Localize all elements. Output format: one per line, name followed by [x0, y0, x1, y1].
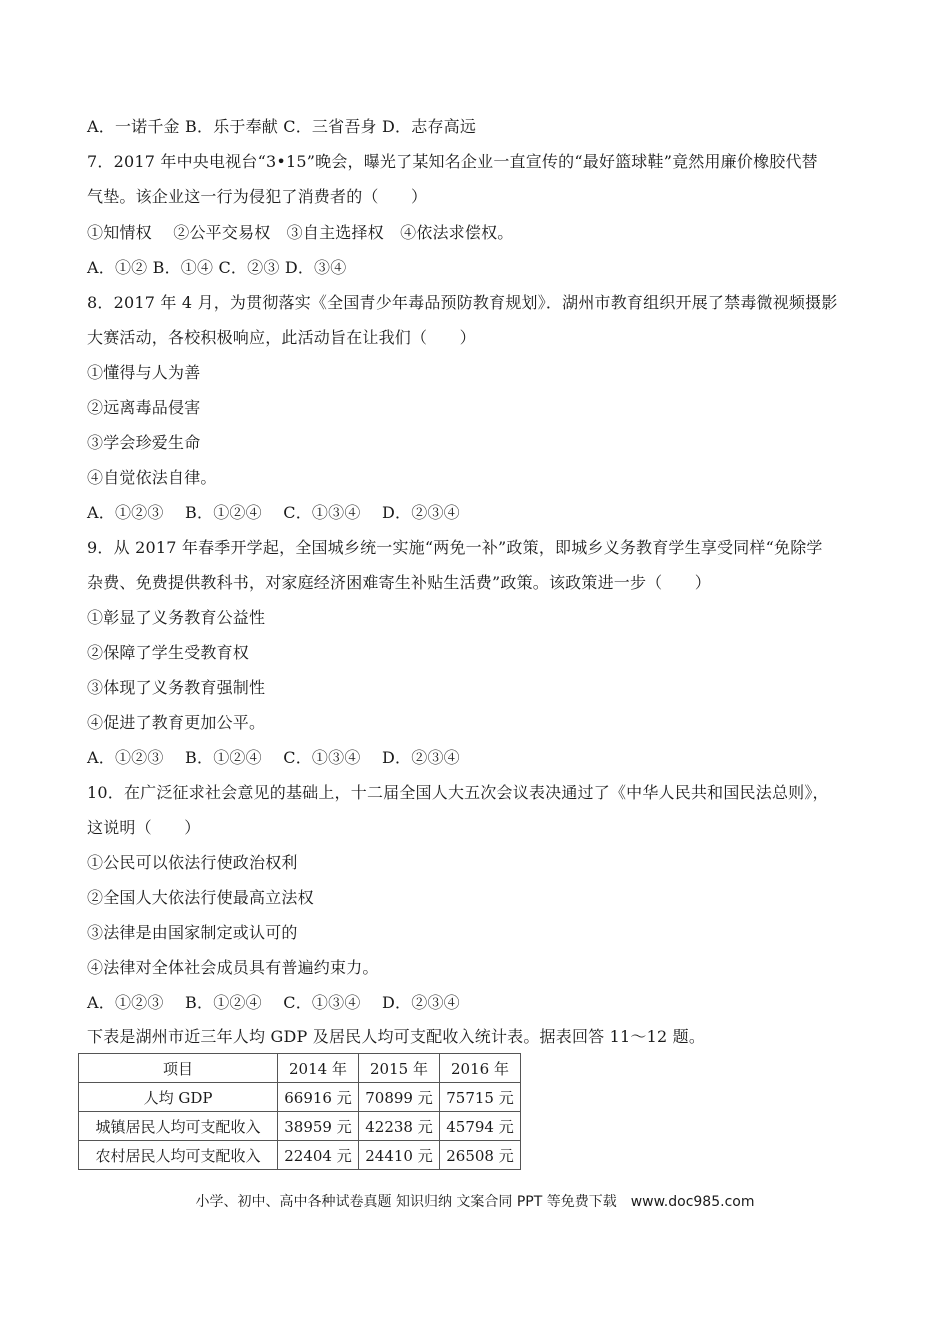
q9-options: A．①②③ B．①②④ C．①③④ D．②③④ — [87, 748, 460, 767]
table-cell: 75715 元 — [440, 1083, 521, 1112]
table-cell: 城镇居民人均可支配收入 — [79, 1112, 278, 1141]
q10-statement-4: ④法律对全体社会成员具有普遍约束力。 — [87, 958, 379, 977]
page-footer: 小学、初中、高中各种试卷真题 知识归纳 文案合同 PPT 等免费下载 www.doc985.com — [195, 1194, 755, 1210]
q7-stem-line2: 气垫。该企业这一行为侵犯了消费者的（ ） — [87, 187, 428, 206]
table-cell: 66916 元 — [278, 1083, 359, 1112]
table-cell: 26508 元 — [440, 1141, 521, 1170]
q8-statement-2: ②远离毒品侵害 — [87, 398, 201, 417]
table-header-cell: 项目 — [79, 1054, 278, 1083]
statistics-table — [78, 1053, 521, 1170]
q7-stem-line1: 7．2017 年中央电视台“3•15”晚会，曝光了某知名企业一直宣传的“最好篮球鞋”竟然用廉价橡胶代替 — [87, 152, 818, 171]
q9-statement-4: ④促进了教育更加公平。 — [87, 713, 266, 732]
table-header-row — [79, 1054, 521, 1083]
table-header-cell: 2014 年 — [278, 1054, 359, 1083]
table-row — [79, 1112, 521, 1141]
table-cell: 45794 元 — [440, 1112, 521, 1141]
table-intro: 下表是湖州市近三年人均 GDP 及居民人均可支配收入统计表。据表回答 11～12 题。 — [87, 1027, 706, 1046]
q9-stem-line2: 杂费、免费提供教科书，对家庭经济困难寄生补贴生活费”政策。该政策进一步（ ） — [87, 573, 711, 592]
table-header-cell: 2015 年 — [359, 1054, 440, 1083]
q9-statement-3: ③体现了义务教育强制性 — [87, 678, 266, 697]
q8-stem-line1: 8．2017 年 4 月，为贯彻落实《全国青少年毒品预防教育规划》．湖州市教育组织开展了禁毒微视频摄影 — [87, 293, 838, 312]
q10-statement-3: ③法律是由国家制定或认可的 — [87, 923, 298, 942]
q6-options: A．一诺千金 B．乐于奉献 C．三省吾身 D．志存高远 — [87, 117, 477, 136]
q10-statement-1: ①公民可以依法行使政治权利 — [87, 853, 298, 872]
table-row — [79, 1083, 521, 1112]
q7-statements: ①知情权 ②公平交易权 ③自主选择权 ④依法求偿权。 — [87, 223, 514, 242]
table-cell: 38959 元 — [278, 1112, 359, 1141]
q7-options: A．①② B．①④ C．②③ D．③④ — [87, 258, 347, 277]
q9-stem-line1: 9．从 2017 年春季开学起，全国城乡统一实施“两免一补”政策，即城乡义务教育学生享受同样“免除学 — [87, 538, 823, 557]
q8-statement-3: ③学会珍爱生命 — [87, 433, 201, 452]
q10-stem-line1: 10．在广泛征求社会意见的基础上，十二届全国人大五次会议表决通过了《中华人民共和国民法总则》， — [87, 783, 829, 802]
q8-stem-line2: 大赛活动，各校积极响应，此活动旨在让我们（ ） — [87, 328, 476, 347]
table-cell: 42238 元 — [359, 1112, 440, 1141]
q8-statement-1: ①懂得与人为善 — [87, 363, 201, 382]
q10-options: A．①②③ B．①②④ C．①③④ D．②③④ — [87, 993, 460, 1012]
table-row — [79, 1141, 521, 1170]
table-cell: 农村居民人均可支配收入 — [79, 1141, 278, 1170]
table-header-cell: 2016 年 — [440, 1054, 521, 1083]
table-cell: 70899 元 — [359, 1083, 440, 1112]
q9-statement-1: ①彰显了义务教育公益性 — [87, 608, 266, 627]
table-cell: 24410 元 — [359, 1141, 440, 1170]
table-cell: 人均 GDP — [79, 1083, 278, 1112]
q8-options: A．①②③ B．①②④ C．①③④ D．②③④ — [87, 503, 460, 522]
q10-stem-line2: 这说明（ ） — [87, 818, 201, 837]
q10-statement-2: ②全国人大依法行使最高立法权 — [87, 888, 314, 907]
table-cell: 22404 元 — [278, 1141, 359, 1170]
q9-statement-2: ②保障了学生受教育权 — [87, 643, 250, 662]
q8-statement-4: ④自觉依法自律。 — [87, 468, 217, 487]
